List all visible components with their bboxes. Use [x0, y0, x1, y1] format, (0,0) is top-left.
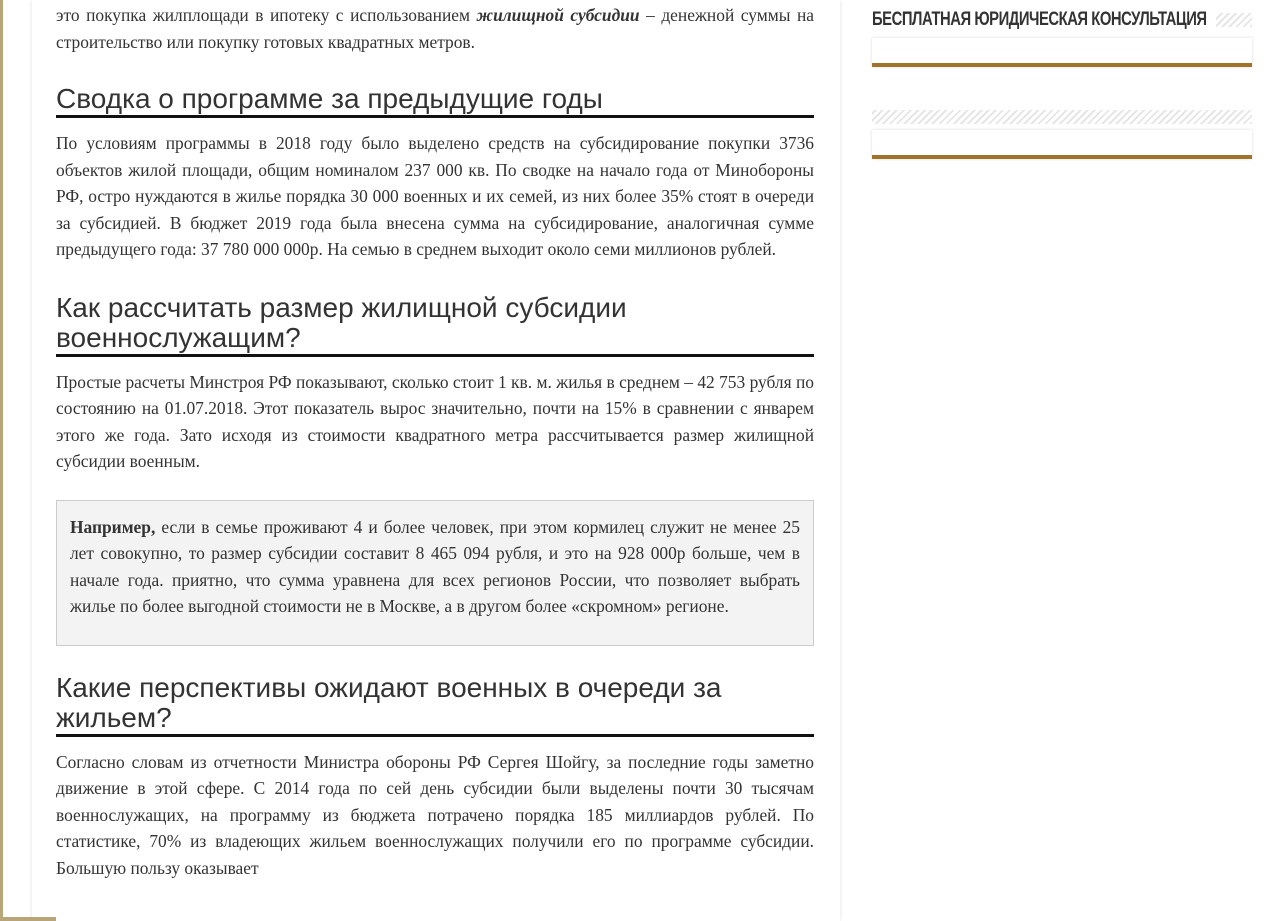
section-paragraph-prospects: Согласно словам из отчетности Министра обороны РФ Сергея Шойгу, за последние годы заметно движение в этой сфере. С 2014 года по сей день субсидии были выделены почти 30 тысячам военнослужащих, на программу из бюджета потрачено порядка 185 миллиардов рублей. По статистике, 70% из владеющих жильем военнослужащих получили его по программе субсидии. Большую пользу оказывает	[56, 751, 814, 878]
intro-paragraph	[56, 2, 814, 55]
consultation-widget-box	[872, 38, 1252, 67]
left-frame-rule	[0, 0, 3, 921]
article-body	[56, 2, 814, 881]
section-heading-prospects: Какие перспективы ожидают военных в очереди за жильем?	[56, 673, 814, 737]
title-stripes-decoration	[1216, 13, 1252, 27]
section-heading-calculation: Как рассчитать размер жилищной субсидии военнослужащим?	[56, 293, 814, 357]
widget-title-text: БЕСПЛАТНАЯ ЮРИДИЧЕСКАЯ КОНСУЛЬТАЦИЯ	[872, 9, 1207, 30]
example-note-box	[56, 500, 814, 646]
section-heading-summary: Сводка о программе за предыдущие годы	[56, 84, 814, 118]
widget-stripes-decoration	[872, 110, 1252, 124]
second-widget-box	[872, 130, 1252, 159]
intro-text: это покупка жилплощади в ипотеку с использованием	[56, 5, 477, 25]
intro-emphasis: жилищной субсидии	[476, 5, 640, 25]
example-note-text	[70, 514, 800, 620]
sidebar	[872, 0, 1252, 159]
section-paragraph-summary: По условиям программы в 2018 году было выделено средств на субсидирование покупки 3736 объектов жилой площади, общим номиналом 237 000 кв. По сводке на начало года от Минобороны РФ, остро нуждаются в жилье порядка 30 000 военных и их семей, из них более 35% стоят в очереди за субсидией. В бюджет 2019 года была внесена сумма на субсидирование, аналогичная сумме предыдущего года: 37 780 000 000р. На семью в среднем выходит около семи миллионов рублей.	[56, 133, 814, 259]
intro-text-end: – денежной суммы на строительство или покупку готовых квадратных метров.	[56, 5, 815, 52]
main-content-column	[32, 0, 840, 921]
example-note-body: если в семье проживают 4 и более человек, при этом кормилец служит не менее 25 лет совокупно, то размер субсидии составит 8 465 094 рубля, и это на 928 000р больше, чем в начале года. приятно, что сумма уравнена для всех регионов России, что позволяет выбрать жилье по более выгодной стоимости не в Москве, а в другом более «скромном» регионе.	[70, 516, 800, 616]
section-paragraph-calculation: Простые расчеты Минстроя РФ показывают, сколько стоит 1 кв. м. жилья в среднем – 42 753 рубля по состоянию на 01.07.2018. Этот показатель вырос значительно, почти на 15% в сравнении с январем этого же года. Зато исходя из стоимости квадратного метра рассчитывается размер жилищной субсидии военным.	[56, 371, 814, 471]
example-note-label: Например,	[70, 516, 156, 537]
bottom-frame-rule	[0, 917, 56, 921]
widget-title-consultation	[872, 2, 1252, 38]
